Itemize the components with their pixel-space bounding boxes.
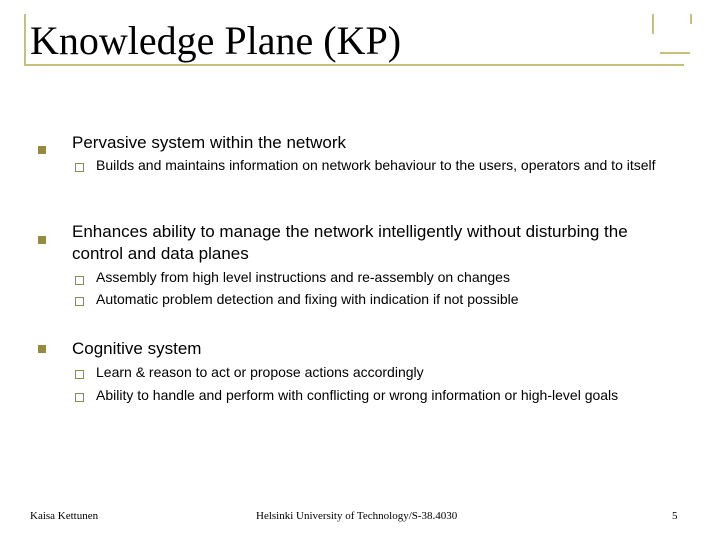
sub-bullet-text: Ability to handle and perform with conflicting or wrong information or high-level goals <box>96 387 619 403</box>
hollow-square-bullet-icon <box>75 393 84 402</box>
sub-bullet-text: Builds and maintains information on network behaviour to the users, operators and to itself <box>96 157 656 173</box>
bullet-text: Pervasive system within the network <box>72 133 346 152</box>
title-underline-accent <box>660 52 690 54</box>
hollow-square-bullet-icon <box>75 276 84 285</box>
page-number: 5 <box>672 510 678 522</box>
footer-author: Kaisa Kettunen <box>30 510 99 522</box>
square-bullet-icon <box>38 236 46 244</box>
frame-tick <box>652 14 654 34</box>
title-underline <box>24 64 684 66</box>
sub-bullet-text: Assembly from high level instructions and re-assembly on changes <box>96 269 510 285</box>
square-bullet-icon <box>38 146 46 154</box>
footer-institution: Helsinki University of Technology/S-38.4030 <box>256 510 458 522</box>
hollow-square-bullet-icon <box>75 370 84 379</box>
bullet-text: Cognitive system <box>72 339 202 358</box>
frame-line-right <box>690 14 692 24</box>
square-bullet-icon <box>38 345 46 353</box>
frame-line-left <box>24 14 26 66</box>
bullet-text: Enhances ability to manage the network intelligently without disturbing the control and data planes <box>72 222 628 263</box>
sub-bullet-text: Learn & reason to act or propose actions accordingly <box>96 364 424 380</box>
slide-title: Knowledge Plane (KP) <box>30 18 402 63</box>
sub-bullet-text: Automatic problem detection and fixing with indication if not possible <box>96 291 519 307</box>
hollow-square-bullet-icon <box>75 297 84 306</box>
hollow-square-bullet-icon <box>75 163 84 172</box>
